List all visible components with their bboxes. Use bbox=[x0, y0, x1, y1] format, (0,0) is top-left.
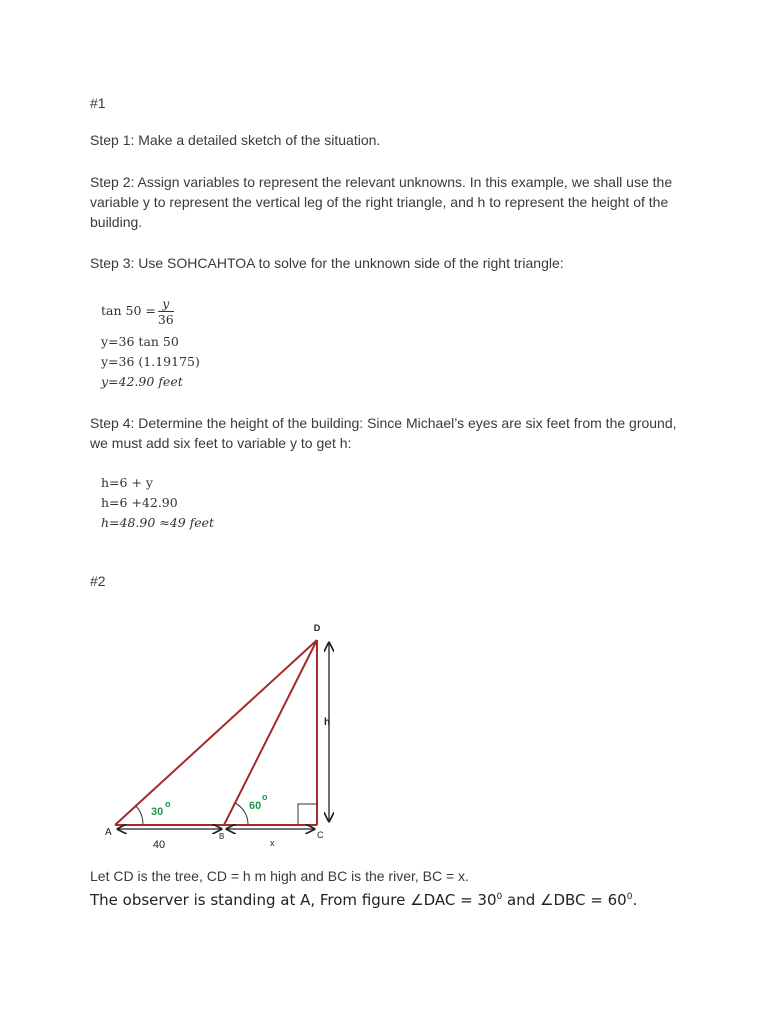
statement-line-2-end: . bbox=[632, 891, 638, 909]
right-angle-marker bbox=[298, 804, 317, 825]
statement-line-1: Let CD is the tree, CD = h m high and BC is the river, BC = x. bbox=[90, 868, 469, 884]
step-1-text: Step 1: Make a detailed sketch of the situation. bbox=[90, 132, 381, 148]
angle-arc-A bbox=[136, 806, 143, 825]
label-40: 40 bbox=[152, 839, 166, 851]
label-h: h bbox=[324, 717, 331, 728]
y-equation-2: y=36 (1.19175) bbox=[101, 354, 200, 369]
tan-fraction bbox=[158, 296, 174, 327]
tan-equation bbox=[101, 296, 174, 327]
problem-2-heading: #2 bbox=[90, 573, 106, 589]
angle-A-label: 30 bbox=[151, 806, 164, 818]
step-4-text: Step 4: Determine the height of the building: Since Michael’s eyes are six feet from the ground, we must add six feet to variable y to get h: bbox=[90, 415, 677, 451]
y-equation-3: y=42.90 feet bbox=[101, 374, 183, 389]
angle-B-degree: o bbox=[262, 792, 268, 802]
step-3-text: Step 3: Use SOHCAHTOA to solve for the unknown side of the right triangle: bbox=[90, 255, 564, 271]
line-BD bbox=[224, 640, 317, 825]
label-A: A bbox=[105, 827, 112, 838]
degree-sup-1: 0 bbox=[496, 892, 503, 902]
h-equation-2: h=6 +42.90 bbox=[101, 495, 178, 510]
angle-B-label: 60 bbox=[249, 800, 262, 812]
label-x: x bbox=[270, 838, 275, 848]
angle-arc-B bbox=[235, 803, 248, 825]
triangle-diagram bbox=[95, 615, 385, 855]
tan-lhs: tan 50 = bbox=[101, 303, 156, 318]
h-equation-3: h=48.90 ≈49 feet bbox=[101, 515, 215, 530]
degree-sup-2: 0 bbox=[626, 892, 633, 902]
label-C: C bbox=[317, 830, 324, 840]
angle-A-degree: o bbox=[165, 799, 171, 809]
tan-denominator: 36 bbox=[157, 312, 174, 327]
label-D: D bbox=[313, 623, 321, 633]
tan-numerator: y bbox=[158, 296, 174, 312]
problem-1-heading: #1 bbox=[90, 95, 106, 111]
statement-line-2-mid: and ∠DBC = 60 bbox=[502, 891, 627, 909]
y-equation-1: y=36 tan 50 bbox=[101, 334, 179, 349]
line-AD bbox=[115, 640, 317, 825]
h-equation-1: h=6 + y bbox=[101, 475, 153, 490]
statement-line-2-start: The observer is standing at A, From figure ∠DAC = 30 bbox=[90, 891, 497, 909]
statement-line-2 bbox=[90, 887, 730, 910]
step-2-text: Step 2: Assign variables to represent the relevant unknowns. In this example, we shall use the variable y to represent the vertical leg of the right triangle, and h to represent the height of the building. bbox=[90, 174, 673, 230]
label-B: B bbox=[219, 832, 225, 841]
